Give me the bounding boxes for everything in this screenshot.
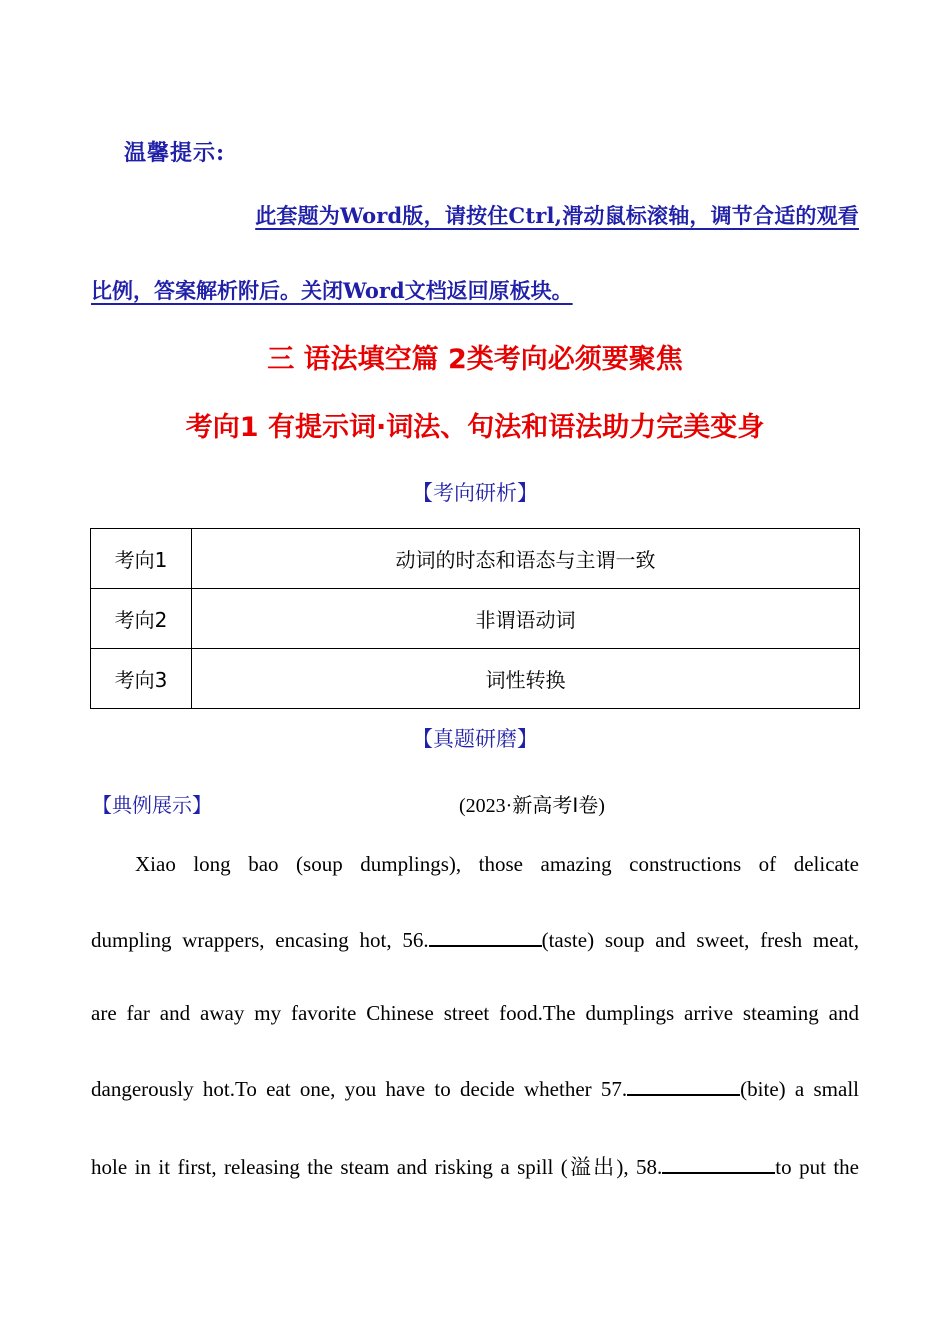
topic-content: 词性转换 [192,649,860,709]
section-analysis-label: 【考向研析】 [412,481,538,505]
tip-link-line2[interactable]: 比例，答案解析附后。关闭Word文档返回原板块。 [91,278,573,303]
table-row [91,649,860,709]
blank-57[interactable] [627,1076,740,1096]
example-label: 【典例展示】 [92,793,212,817]
example-source: (2023·新高考Ⅰ卷) [459,795,605,817]
topic-table [90,528,860,709]
passage-line-5 [91,1151,859,1181]
table-row [91,589,860,649]
topic-label: 考向3 [91,649,192,709]
tip-link-line1[interactable]: 此套题为Word版，请按住Ctrl,滑动鼠标滚轴，调节合适的观看 [255,203,859,228]
passage-text: hole in it first, releasing the steam and risking a spill (溢出), 58. [91,1155,663,1179]
passage-line-2 [91,927,859,953]
tip-title: 温馨提示: [124,140,226,166]
section-practice-label: 【真题研磨】 [412,727,538,751]
main-heading: 三 语法填空篇 2类考向必须要聚焦 [267,344,683,375]
topic-content: 动词的时态和语态与主谓一致 [192,529,860,589]
passage-text: (bite) a small [740,1077,859,1101]
passage-line-4 [91,1076,859,1102]
passage-text: dumpling wrappers, encasing hot, 56. [91,928,429,952]
blank-58[interactable] [662,1154,775,1174]
topic-label: 考向2 [91,589,192,649]
blank-56[interactable] [429,927,542,947]
sub-heading: 考向1 有提示词·词法、句法和语法助力完美变身 [185,412,765,443]
passage-text: (taste) soup and sweet, fresh meat, [541,928,859,952]
topic-content: 非谓语动词 [192,589,860,649]
topic-label: 考向1 [91,529,192,589]
table-row [91,529,860,589]
passage-line-1: Xiao long bao (soup dumplings), those amazing constructions of delicate [135,852,859,876]
passage-text: to put the [775,1155,860,1179]
passage-text: dangerously hot.To eat one, you have to decide whether 57. [91,1077,628,1101]
passage-line-3: are far and away my favorite Chinese street food.The dumplings arrive steaming and [91,1001,859,1025]
